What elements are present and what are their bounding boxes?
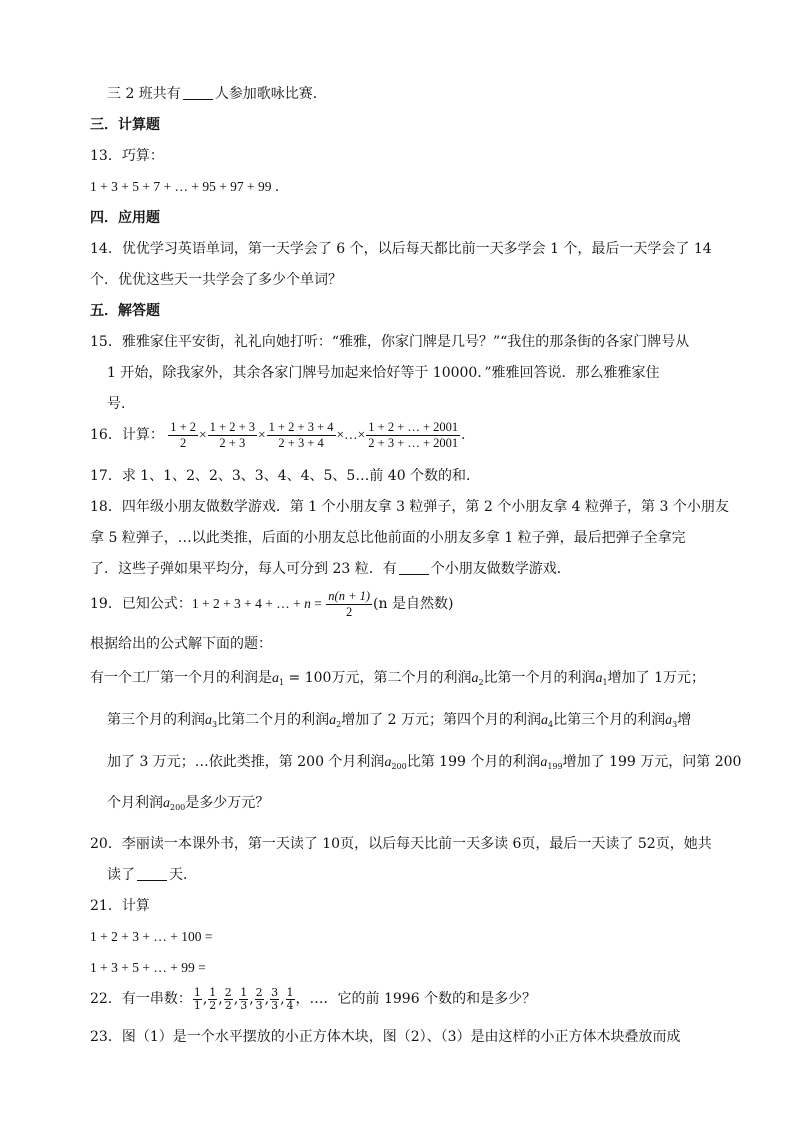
q20-text-post: 天． (169, 867, 197, 883)
q15-line2: 1 开始，除我家外，其余各家门牌号加起来恰好等于 10000．”雅雅回答说．那么雅雅家住 (107, 365, 660, 381)
numerator: n(n + 1) (328, 589, 371, 604)
var-a: a (272, 671, 279, 686)
denominator: 2 + 3 (219, 436, 246, 451)
subscript: 200 (391, 762, 407, 771)
numerator: 2 (224, 985, 232, 999)
formula-lhs: 1 + 2 + 3 + 4 + … + (191, 596, 305, 611)
q22-fraction (270, 987, 279, 1012)
subscript: 2 (478, 678, 484, 687)
denominator: 2 + 3 + 4 (278, 436, 324, 451)
numerator: 2 (255, 985, 263, 999)
q18-text-pre: 了．这些子弹如果平均分，每人可分到 23 粒．有 (90, 561, 397, 577)
q16-label: 16．计算： (90, 427, 164, 443)
numerator: 1 + 2 (170, 420, 197, 435)
var-a: a (329, 713, 337, 728)
subscript: 2 (336, 720, 342, 729)
q16-fraction-3 (267, 420, 336, 451)
var-a: a (205, 713, 212, 728)
section-heading-calculation: 三．计算题 (90, 117, 160, 133)
answer-blank (399, 560, 429, 575)
text: 增加了 1万元； (607, 670, 705, 686)
formula-fraction (326, 589, 372, 620)
q19-line6 (107, 793, 269, 818)
numerator: 3 (271, 985, 279, 999)
q22-fraction (255, 987, 264, 1012)
denominator: 2 (179, 436, 187, 451)
q16-expression (90, 420, 475, 451)
variable-n: n (304, 596, 311, 611)
q15-line1: 15．雅雅家住平安街，礼礼向她打听：“雅雅，你家门牌是几号？”“我住的那条街的各家门牌号从 (90, 334, 690, 350)
q18-line2: 拿 5 粒弹子，…以此类推，后面的小朋友总比他前面的小朋友多拿 1 粒子弹，最后把弹子全拿完 (90, 530, 686, 546)
q21-expression-2: 1 + 3 + 5 + … + 99 = (90, 960, 206, 975)
q16-fraction-2 (208, 420, 257, 451)
subscript: 3 (672, 720, 678, 729)
denominator: 2 (209, 998, 217, 1012)
text: 增加了 2 万元；第四个月的利润 (341, 712, 541, 728)
q13-label: 13．巧算： (90, 148, 164, 164)
numerator: 1 (286, 985, 294, 999)
numerator: 1 + 2 + 3 (209, 420, 255, 435)
q22-question: ，…．它的前 1996 个数的和是多少？ (295, 991, 537, 1007)
q12-continuation (107, 84, 327, 104)
answer-blank (183, 85, 213, 100)
ellipsis-times: ×…× (336, 427, 366, 442)
q22-fraction (239, 987, 248, 1012)
q22-fraction (286, 987, 295, 1012)
period: ． (461, 427, 475, 442)
text: 比第一个月的利润 (483, 670, 596, 686)
q13-expression: 1 + 3 + 5 + 7 + … + 95 + 97 + 99 ． (90, 179, 289, 194)
denominator: 3 (255, 998, 263, 1012)
numerator: 1 (193, 985, 201, 999)
q22-label: 22．有一串数： (90, 991, 192, 1007)
q12-text-pre: 三 2 班共有 (107, 86, 181, 102)
text: 比第三个月的利润 (553, 712, 666, 728)
q18-text-post: 个小朋友做数学游戏． (430, 561, 571, 577)
q20-text-pre: 读了 (107, 867, 135, 883)
denominator: 4 (286, 998, 294, 1012)
denominator: 3 (240, 998, 248, 1012)
q22-fraction (208, 987, 217, 1012)
subscript: 3 (212, 720, 218, 729)
text: 有一个工厂第一个月的利润是 (90, 670, 272, 686)
numerator: 1 + 2 + … + 2001 (368, 420, 459, 435)
var-a: a (471, 671, 479, 686)
answer-blank (137, 866, 167, 881)
text: 比第二个月的利润 (217, 712, 330, 728)
subscript: 199 (547, 762, 563, 771)
formula-condition: (n 是自然数) (373, 596, 454, 612)
var-a: a (665, 713, 673, 728)
q21-label: 21．计算 (90, 898, 150, 914)
q12-text-post: 人参加歌咏比赛． (214, 86, 327, 102)
q20-line2 (107, 865, 197, 885)
q14-line2: 个．优优这些天一共学会了多少个单词？ (90, 272, 342, 288)
numerator: 1 + 2 + 3 + 4 (268, 420, 334, 435)
times-sign: × (199, 427, 207, 442)
q18-line3 (90, 559, 571, 579)
q19-instruction: 根据给出的公式解下面的题： (90, 636, 272, 652)
q14-line1: 14．优优学习英语单词，第一天学会了 6 个，以后每天都比前一天多学会 1 个，最后一天学会了 14 (90, 241, 712, 257)
q19-line3 (90, 668, 705, 693)
denominator: 2 (224, 998, 232, 1012)
times-sign: × (258, 427, 266, 442)
numerator: 1 (240, 985, 248, 999)
numerator: 1 (209, 985, 217, 999)
text: 比第 199 个月的利润 (406, 754, 541, 770)
subscript: 4 (548, 720, 554, 729)
var-a: a (540, 755, 548, 770)
q22: 22．有一串数： $\frac{1}{1}$ , $\frac{1}{2}$ , $\frac{2}{2}$ , $\frac{1}{3}$ , $\frac{2}{3}$ , $\frac{3}{3}$ , $\frac{1}{4}$ ，…．它的前 1996 个数的和是多少？ (90, 985, 537, 1012)
denominator: 1 (193, 998, 201, 1012)
section-heading-application: 四．应用题 (90, 210, 160, 226)
text: 增 (677, 712, 692, 728)
q22-fraction (224, 987, 233, 1012)
var-a: a (541, 713, 548, 728)
text: 增加了 199 万元，问第 200 (562, 754, 742, 770)
q21-expression-1: 1 + 2 + 3 + … + 100 = (90, 929, 213, 944)
denominator: 3 (271, 998, 279, 1012)
var-a: a (384, 755, 392, 770)
text: 加了 3 万元；…依此类推，第 200 个月利润 (107, 754, 385, 770)
text: = 100万元，第二个月的利润 (284, 670, 472, 686)
q19-label: 19．已知公式： (90, 596, 192, 612)
var-a: a (595, 671, 603, 686)
q15-line3: 号． (107, 396, 135, 412)
section-heading-answer: 五．解答题 (90, 303, 160, 319)
q23-line1: 23．图（1）是一个水平摆放的小正方体木块，图（2）、（3）是由这样的小正方体木块叠放而成 (90, 1029, 681, 1045)
text: 第三个月的利润 (107, 712, 205, 728)
text: 个月利润 (107, 795, 163, 811)
q19-line4 (107, 710, 691, 735)
q22-fraction (193, 987, 202, 1012)
q17: 17．求 1、1、2、2、3、3、4、4、5、5…前 40 个数的和． (90, 468, 481, 484)
text: 是多少万元？ (185, 795, 270, 811)
q18-line1: 18．四年级小朋友做数学游戏．第 1 个小朋友拿 3 粒弹子，第 2 个小朋友拿 4 粒弹子，第 3 个小朋友 (90, 499, 729, 515)
q19-formula (90, 589, 453, 620)
subscript: 1 (602, 678, 608, 687)
denominator: 2 (346, 605, 353, 620)
var-a: a (163, 796, 170, 811)
subscript: 1 (279, 678, 285, 687)
equals-sign: = (310, 596, 326, 611)
q16-fraction-1 (168, 420, 198, 451)
q19-line5 (107, 752, 741, 777)
q20-line1: 20．李丽读一本课外书，第一天读了 10页，以后每天比前一天多读 6页，最后一天读了 52页，她共 (90, 836, 712, 852)
subscript: 200 (170, 803, 186, 812)
q16-fraction-4 (366, 420, 460, 451)
denominator: 2 + 3 + … + 2001 (368, 436, 459, 451)
